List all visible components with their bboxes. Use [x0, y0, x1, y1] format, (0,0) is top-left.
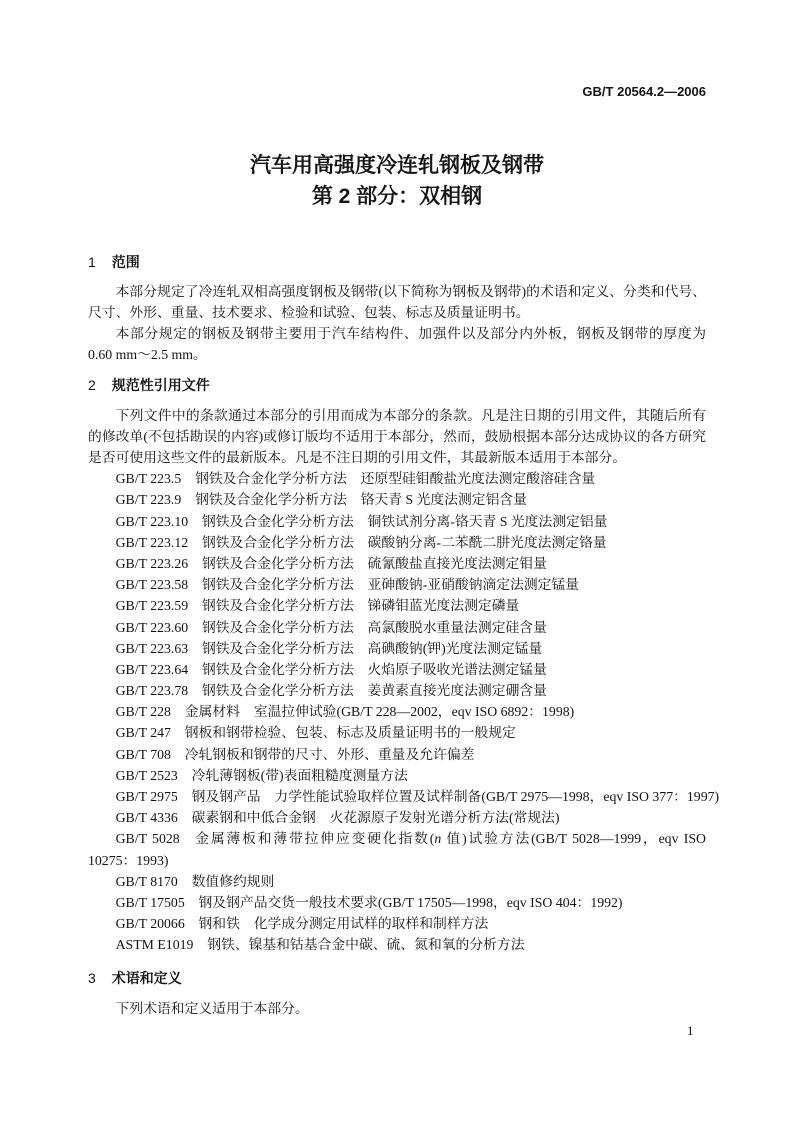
section-title: 范围	[111, 253, 140, 270]
reference-title: 碳素钢和中低合金钢 火花源原子发射光谱分析方法(常规法)	[191, 810, 560, 826]
reference-code: GB/T 4336	[115, 810, 178, 826]
reference-code: GB/T 2523	[115, 767, 178, 783]
text-line: 的修改单(不包括勘误的内容)或修订版均不适用于本部分，然而，鼓励根据本部分达成协议的各方研究	[88, 428, 706, 444]
reference-code: GB/T 223.9	[115, 492, 182, 508]
reference-title: 钢板和钢带检验、包装、标志及质量证明书的一般规定	[184, 725, 516, 741]
reference-item	[88, 913, 706, 934]
reference-item	[88, 786, 720, 807]
reference-item	[88, 828, 706, 849]
paragraph	[88, 998, 706, 1019]
reference-title: 钢铁及合金化学分析方法 高碘酸钠(钾)光度法测定锰量	[201, 640, 543, 656]
reference-item	[88, 701, 706, 722]
text-line: 0.60 mm～2.5 mm。	[88, 347, 207, 363]
reference-title: 数值修约规则	[191, 873, 275, 889]
reference-item	[88, 871, 706, 892]
reference-item	[88, 680, 706, 701]
reference-item-continuation	[88, 850, 706, 871]
reference-title: 冷轧钢板和钢带的尺寸、外形、重量及允许偏差	[184, 746, 475, 762]
reference-title: 钢铁及合金化学分析方法 亚砷酸钠-亚硝酸钠滴定法测定锰量	[201, 577, 580, 593]
reference-code: GB/T 223.5	[115, 471, 182, 487]
section-heading-terms-and-definitions	[88, 968, 706, 989]
reference-title: 金属薄板和薄带拉伸应变硬化指数(	[193, 831, 435, 847]
reference-item	[88, 765, 706, 786]
section-title: 术语和定义	[111, 970, 182, 986]
reference-title-continued: 10275：1993)	[88, 852, 169, 868]
reference-code: GB/T 223.64	[115, 661, 189, 677]
reference-title: 钢铁及合金化学分析方法 碳酸钠分离-二苯酰二肼光度法测定铬量	[201, 534, 607, 550]
reference-item	[88, 638, 706, 659]
text-line: 下列文件中的条款通过本部分的引用而成为本部分的条款。凡是注日期的引用文件，其随后所有	[115, 407, 706, 423]
reference-item	[88, 511, 706, 532]
text-line: 本部分规定了冷连轧双相高强度钢板及钢带(以下简称为钢板及钢带)的术语和定义、分类和代号、	[115, 283, 706, 299]
reference-item	[88, 807, 706, 828]
section-heading-scope	[88, 252, 706, 273]
reference-title: 钢铁及合金化学分析方法 硫氰酸盐直接光度法测定钼量	[201, 555, 547, 571]
section-number: 3	[88, 970, 96, 986]
paragraph	[88, 405, 706, 469]
page-number: 1	[687, 1023, 694, 1038]
reference-title: 钢铁及合金化学分析方法 铬天青 S 光度法测定铝含量	[195, 492, 527, 508]
reference-item	[88, 744, 706, 765]
reference-item	[88, 468, 706, 489]
section-heading-normative-references	[88, 375, 706, 396]
reference-code: GB/T 223.58	[115, 577, 189, 593]
section-number: 2	[88, 377, 96, 394]
reference-title: 钢铁及合金化学分析方法 还原型硅钼酸盐光度法测定酸溶硅含量	[195, 471, 596, 487]
document-number: GB/T 20564.2—2006	[582, 84, 706, 99]
reference-code: GB/T 20066	[115, 916, 185, 932]
reference-title: 钢铁及合金化学分析方法 锑磷钼蓝光度法测定磷量	[201, 598, 520, 614]
reference-list	[88, 468, 720, 955]
reference-code: ASTM E1019	[115, 937, 194, 953]
reference-title: 钢及钢产品 力学性能试验取样位置及试样制备(GB/T 2975—1998，eqv ISO 377：1997)	[191, 789, 720, 804]
paragraph	[88, 323, 706, 365]
reference-item	[88, 574, 706, 595]
reference-item	[88, 892, 706, 913]
reference-item	[88, 532, 706, 553]
text-line: 是否可使用这些文件的最新版本。凡是不注日期的引用文件，其最新版本适用于本部分。	[88, 450, 627, 465]
reference-item	[88, 617, 706, 638]
reference-code: GB/T 2975	[115, 789, 178, 804]
reference-title: 钢铁及合金化学分析方法 铜铁试剂分离-铬天青 S 光度法测定铝量	[201, 513, 608, 529]
reference-title: 钢铁及合金化学分析方法 姜黄素直接光度法测定硼含量	[201, 683, 547, 699]
text-line: 下列术语和定义适用于本部分。	[115, 1001, 309, 1017]
paragraph	[88, 281, 706, 323]
reference-code: GB/T 17505	[115, 894, 185, 910]
document-body	[88, 252, 720, 1020]
reference-title: 钢及钢产品交货一般技术要求(GB/T 17505—1998，eqv ISO 404：1992)	[198, 894, 623, 910]
reference-item	[88, 553, 706, 574]
reference-code: GB/T 247	[115, 725, 171, 741]
title-line-1: 汽车用高强度冷连轧钢板及钢带	[250, 154, 544, 177]
reference-item	[88, 595, 706, 616]
reference-code: GB/T 228	[115, 704, 171, 720]
reference-title-continued: 值)试验方法(GB/T 5028—1999，eqv ISO	[441, 831, 706, 847]
reference-title: 钢铁、镍基和钴基合金中碳、硫、氮和氧的分析方法	[207, 937, 525, 953]
reference-item	[88, 934, 706, 955]
reference-code: GB/T 223.12	[115, 534, 189, 550]
reference-title: 钢铁及合金化学分析方法 火焰原子吸收光谱法测定锰量	[201, 661, 547, 677]
title-line-2: 第 2 部分：双相钢	[311, 185, 483, 208]
document-title	[0, 150, 794, 212]
reference-code: GB/T 223.60	[115, 619, 189, 635]
reference-title: 钢铁及合金化学分析方法 高氯酸脱水重量法测定硅含量	[201, 619, 547, 635]
reference-code: GB/T 223.63	[115, 640, 189, 656]
reference-title: 金属材料 室温拉伸试验(GB/T 228—2002，eqv ISO 6892：1998)	[184, 704, 575, 720]
reference-title: 钢和铁 化学成分测定用试样的取样和制样方法	[198, 916, 489, 932]
section-title: 规范性引用文件	[111, 377, 210, 394]
reference-code: GB/T 708	[115, 746, 171, 762]
reference-code: GB/T 223.59	[115, 598, 189, 614]
reference-item	[88, 722, 706, 743]
reference-item	[88, 489, 706, 510]
reference-code: GB/T 223.78	[115, 683, 189, 699]
reference-title: 冷轧薄钢板(带)表面粗糙度测量方法	[191, 767, 408, 783]
strain-hardening-exponent-symbol: n	[434, 831, 442, 847]
reference-code: GB/T 8170	[115, 873, 178, 889]
section-number: 1	[88, 253, 96, 270]
reference-code: GB/T 223.26	[115, 555, 189, 571]
reference-code: GB/T 5028	[115, 831, 180, 847]
reference-item	[88, 659, 706, 680]
text-line: 本部分规定的钢板及钢带主要用于汽车结构件、加强件以及部分内外板，钢板及钢带的厚度为	[115, 326, 706, 342]
text-line: 尺寸、外形、重量、技术要求、检验和试验、包装、标志及质量证明书。	[88, 304, 530, 320]
reference-code: GB/T 223.10	[115, 513, 189, 529]
